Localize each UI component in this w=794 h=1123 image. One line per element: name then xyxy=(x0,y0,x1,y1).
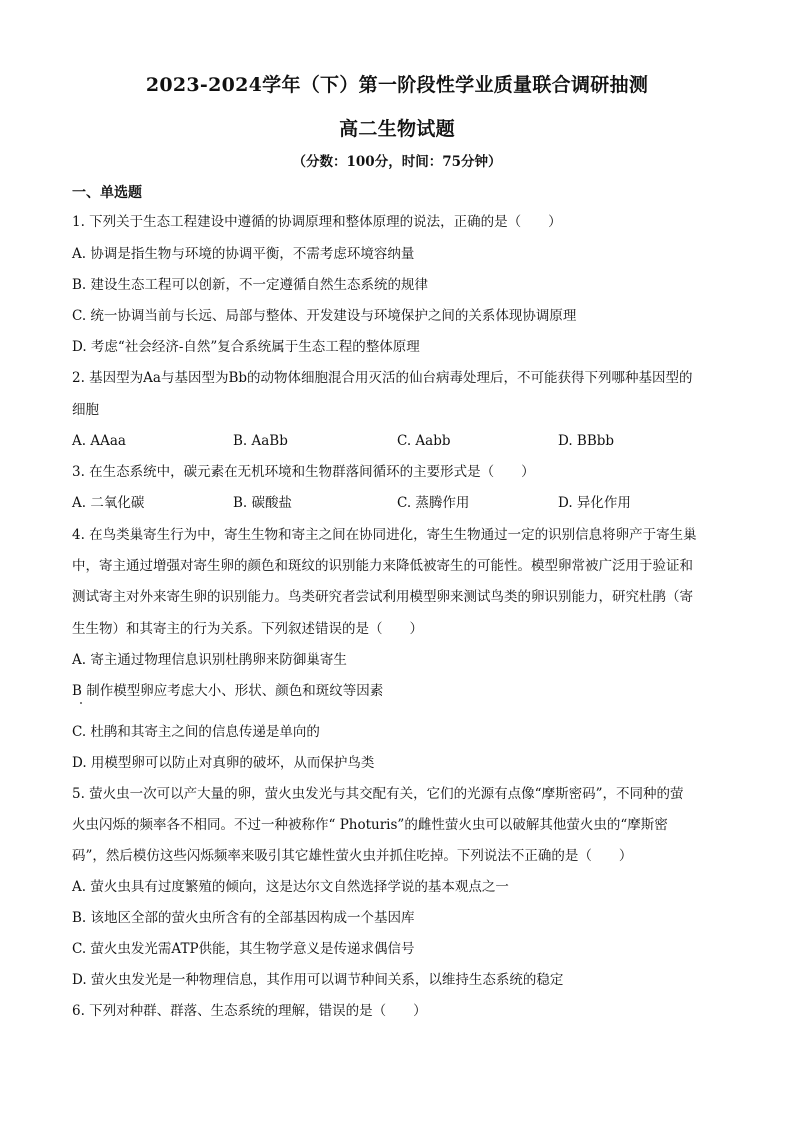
question-2-stem-line-2: 细胞 xyxy=(72,402,99,418)
question-5-stem-line-2: 火虫闪烁的频率各不相同。不过一种被称作“ Photuris”的雌性萤火虫可以破解其他萤火虫的“摩斯密 xyxy=(72,817,668,833)
question-4-stem-line-3: 测试寄主对外来寄生卵的识别能力。鸟类研究者尝试利用模型卵来测试鸟类的卵识别能力，研究杜鹃（寄 xyxy=(72,589,693,605)
question-4-stem-line-2: 中，寄主通过增强对寄生卵的颜色和斑纹的识别能力来降低被寄生的可能性。模型卵常被广泛用于验证和 xyxy=(72,558,693,574)
question-4-stem-line-1: 4. 在鸟类巢寄生行为中，寄生生物和寄主之间在协同进化，寄生生物通过一定的识别信息将卵产于寄生巢 xyxy=(72,527,697,543)
question-5-stem-line-3: 码”，然后模仿这些闪烁频率来吸引其它雄性萤火虫并抓住吃掉。下列说法不正确的是（ ） xyxy=(72,848,633,864)
question-1-option-d: D. 考虑“社会经济-自然”复合系统属于生态工程的整体原理 xyxy=(72,339,420,355)
exam-info: （分数：100分，时间：75分钟） xyxy=(292,154,502,170)
question-3-stem: 3. 在生态系统中，碳元素在无机环境和生物群落间循环的主要形式是（ ） xyxy=(72,464,535,480)
question-4-option-a: A. 寄主通过物理信息识别杜鹃卵来防御巢寄生 xyxy=(72,652,347,668)
stray-mark xyxy=(80,702,82,704)
question-5-option-b: B. 该地区全部的萤火虫所含有的全部基因构成一个基因库 xyxy=(72,910,415,926)
question-2-stem-line-1: 2. 基因型为Aa与基因型为Bb的动物体细胞混合用灭活的仙台病毒处理后，不可能获得下列哪种基因型的 xyxy=(72,370,693,386)
question-3-option-a: A. 二氧化碳 xyxy=(72,495,145,511)
question-1-option-c: C. 统一协调当前与长远、局部与整体、开发建设与环境保护之间的关系体现协调原理 xyxy=(72,308,577,324)
question-2-option-c: C. Aabb xyxy=(397,433,451,449)
question-4-option-b: B 制作模型卵应考虑大小、形状、颜色和斑纹等因素 xyxy=(72,683,384,699)
question-1-option-b: B. 建设生态工程可以创新，不一定遵循自然生态系统的规律 xyxy=(72,277,429,293)
question-6-stem: 6. 下列对种群、群落、生态系统的理解，错误的是（ ） xyxy=(72,1003,427,1019)
question-4-option-d: D. 用模型卵可以防止对真卵的破坏，从而保护鸟类 xyxy=(72,755,375,771)
question-5-stem-line-1: 5. 萤火虫一次可以产大量的卵，萤火虫发光与其交配有关，它们的光源有点像“摩斯密码”，不同种的萤 xyxy=(72,786,684,802)
question-3-option-d: D. 异化作用 xyxy=(558,495,631,511)
question-2-option-d: D. BBbb xyxy=(558,433,615,449)
question-5-option-c: C. 萤火虫发光需ATP供能，其生物学意义是传递求偶信号 xyxy=(72,941,415,957)
question-4-option-c: C. 杜鹃和其寄主之间的信息传递是单向的 xyxy=(72,724,320,740)
question-5-option-a: A. 萤火虫具有过度繁殖的倾向，这是达尔文自然选择学说的基本观点之一 xyxy=(72,879,509,895)
question-3-option-c: C. 蒸腾作用 xyxy=(397,495,470,511)
question-2-option-b: B. AaBb xyxy=(233,433,288,449)
question-1-stem: 1. 下列关于生态工程建设中遵循的协调原理和整体原理的说法，正确的是（ ） xyxy=(72,214,562,230)
question-5-option-d: D. 萤火虫发光是一种物理信息，其作用可以调节种间关系，以维持生态系统的稳定 xyxy=(72,972,564,988)
question-2-option-a: A. AAaa xyxy=(72,433,126,449)
question-1-option-a: A. 协调是指生物与环境的协调平衡，不需考虑环境容纳量 xyxy=(72,246,415,262)
exam-title: 2023-2024学年（下）第一阶段性学业质量联合调研抽测 xyxy=(145,74,649,96)
exam-subject: 高二生物试题 xyxy=(339,118,455,140)
section-heading: 一、单选题 xyxy=(72,185,142,201)
question-4-stem-line-4: 生生物）和其寄主的行为关系。下列叙述错误的是（ ） xyxy=(72,621,423,637)
question-3-option-b: B. 碳酸盐 xyxy=(233,495,293,511)
